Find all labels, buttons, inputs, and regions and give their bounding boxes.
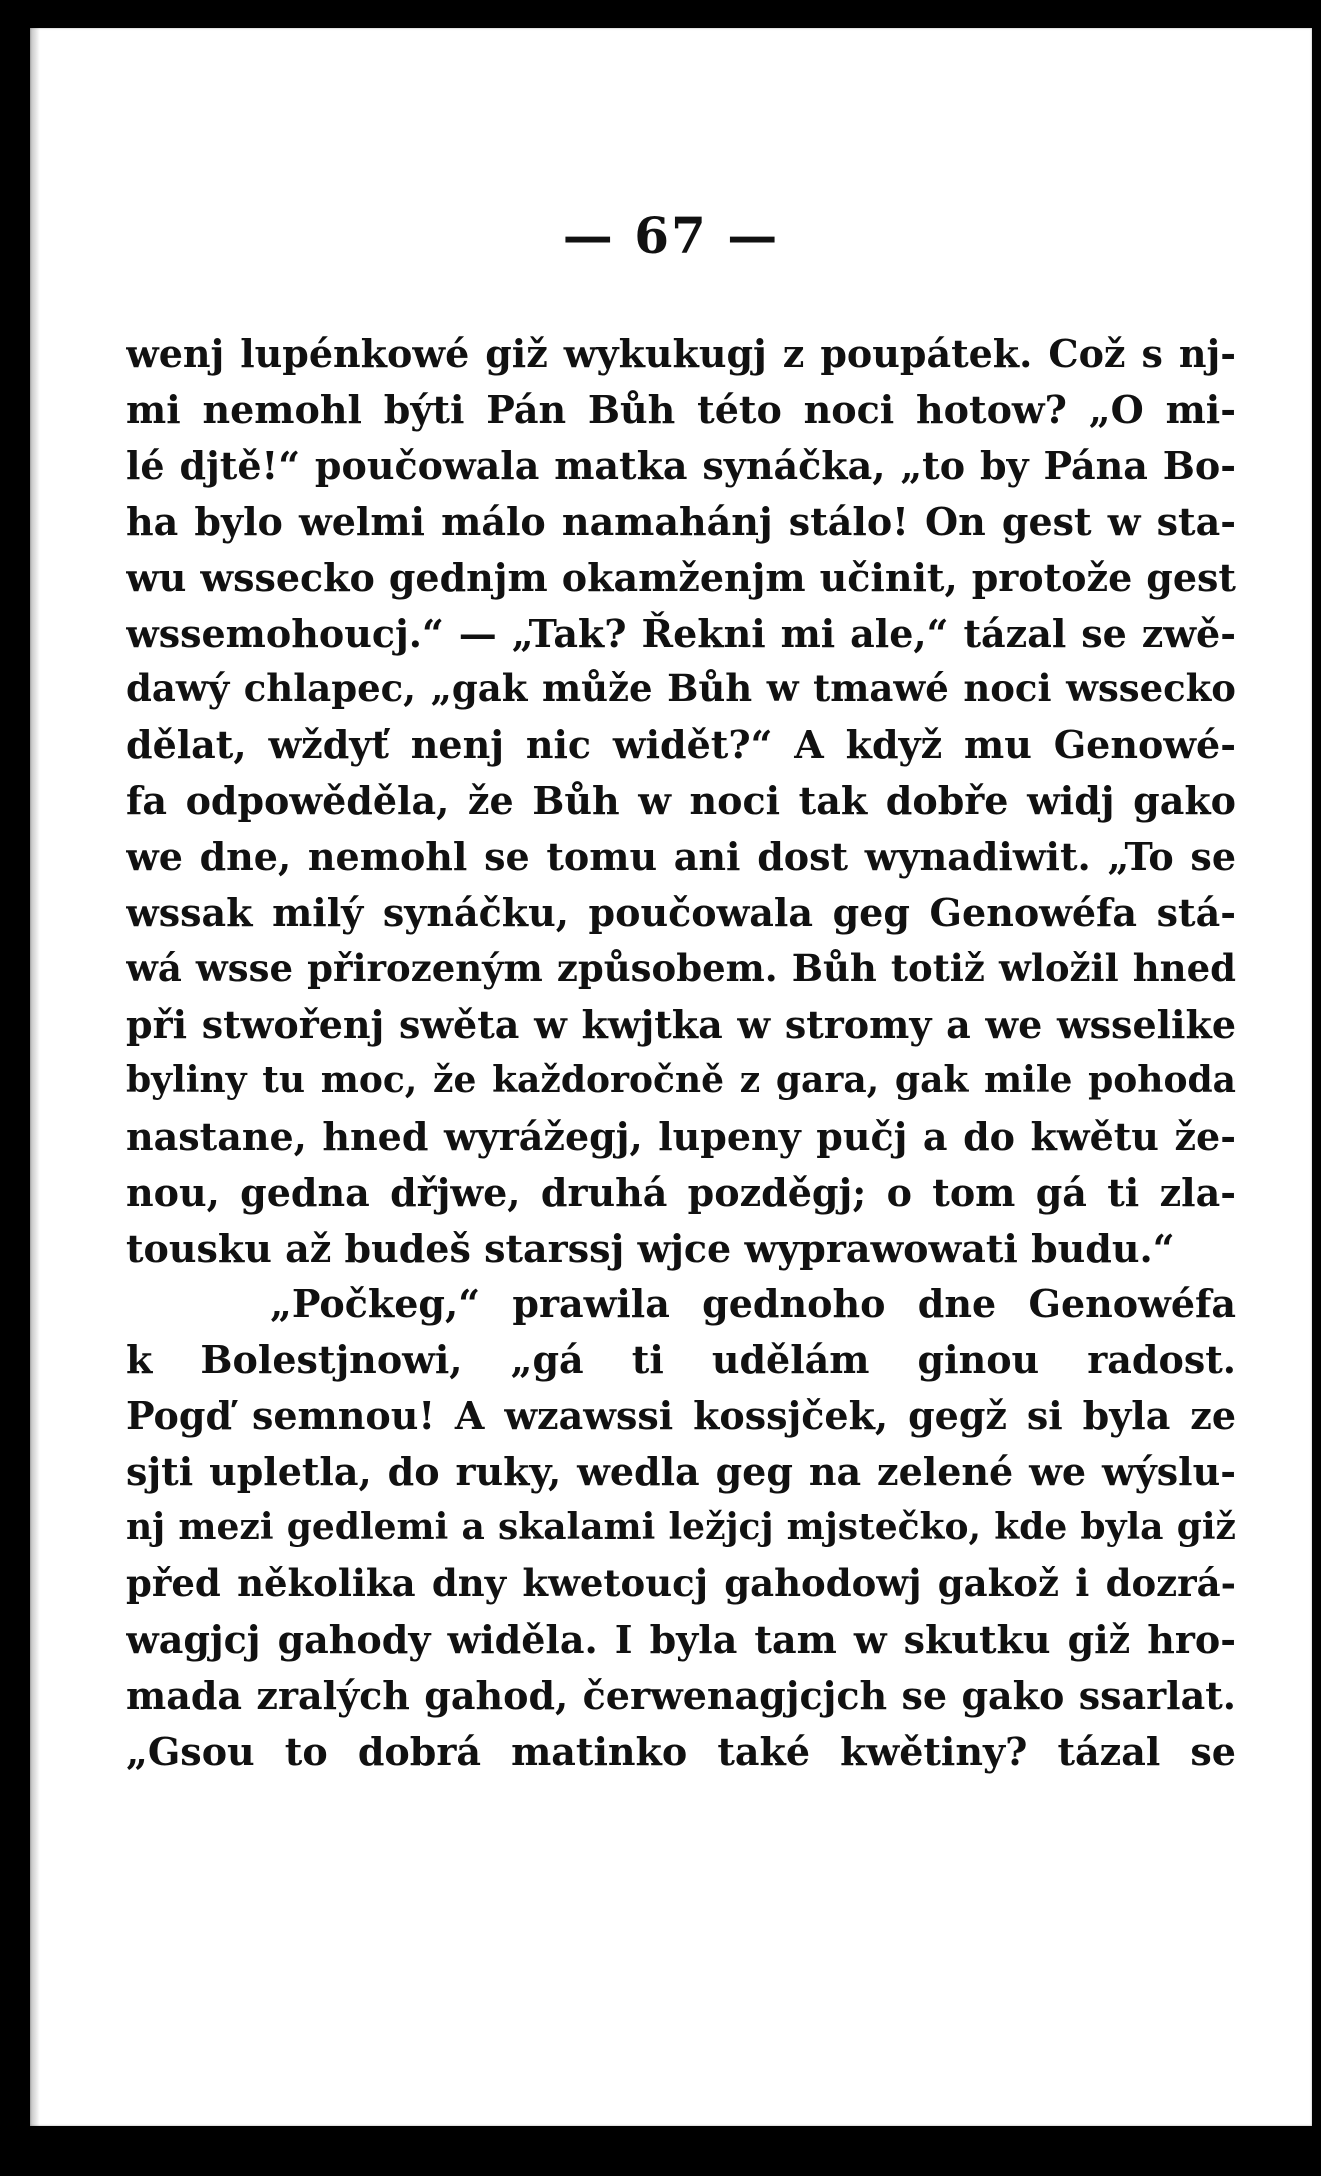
text-line: k Bolestjnowi, „gá ti udělám ginou radost. [126, 1337, 1236, 1383]
text-line: dawý chlapec, „gak může Bůh w tmawé noci wssecko [126, 666, 1236, 711]
text-line: před několika dny kwetoucj gahodowj gakož i dozrá- [126, 1560, 1236, 1605]
text-line: wssemohoucj.“ — „Tak? Řekni mi ale,“ tázal se zwě- [126, 610, 1236, 656]
text-line-paragraph-start: „Počkeg,“ prawila gednoho dne Genowéfa [270, 1281, 1236, 1327]
text-line: wu wssecko gednjm okamženjm učinit, protože gest [126, 554, 1236, 600]
text-line: wagjcj gahody widěla. I byla tam w skutku giž hro- [126, 1616, 1236, 1662]
book-page [30, 28, 1312, 2126]
text-line: nj mezi gedlemi a skalami ležjcj mjstečko, kde byla giž [126, 1506, 1236, 1549]
text-line: byliny tu moc, že každoročně z gara, gak mile pohoda [126, 1058, 1236, 1101]
text-line-paragraph-end: tousku až budeš starssj wjce wyprawowati budu.“ [126, 1225, 1175, 1271]
page-edge-shadow [30, 28, 40, 2126]
text-line: „Gsou to dobrá matinko také kwětiny? tázal se [126, 1728, 1236, 1774]
text-line: mada zralých gahod, čerwenagjcjch se gako ssarlat. [126, 1672, 1236, 1718]
page-number-header: — 67 — [562, 206, 780, 265]
text-line: ha bylo welmi málo namahánj stálo! On gest w sta- [126, 498, 1236, 544]
body-text [126, 326, 1236, 1780]
text-line: Pogď semnou! A wzawssi kossjček, gegž si byla ze [126, 1393, 1236, 1439]
text-line: při stwořenj swěta w kwjtka w stromy a we wsselike [126, 1001, 1236, 1047]
text-line: dělat, wždyť nenj nic widět?“ A když mu Genowé- [126, 722, 1236, 768]
text-line: we dne, nemohl se tomu ani dost wynadiwit. „To se [126, 834, 1236, 880]
text-line: mi nemohl býti Pán Bůh této noci hotow? „O mi- [126, 386, 1236, 432]
text-line: wenj lupénkowé giž wykukugj z poupátek. Což s nj- [126, 331, 1236, 376]
text-line: nastane, hned wyrážegj, lupeny pučj a do kwětu že- [126, 1113, 1236, 1159]
text-line: nou, gedna dřjwe, druhá pozděgj; o tom gá ti zla- [126, 1169, 1236, 1215]
text-line: wá wsse přirozeným způsobem. Bůh totiž wložil hned [126, 945, 1236, 990]
text-line: sjti upletla, do ruky, wedla geg na zelené we wýslu- [126, 1449, 1236, 1495]
text-line: wssak milý synáčku, poučowala geg Genowéfa stá- [126, 890, 1236, 936]
text-line: lé djtě!“ poučowala matka synáčka, „to by Pána Bo- [126, 442, 1236, 488]
text-line: fa odpowěděla, že Bůh w noci tak dobře widj gako [126, 778, 1236, 824]
